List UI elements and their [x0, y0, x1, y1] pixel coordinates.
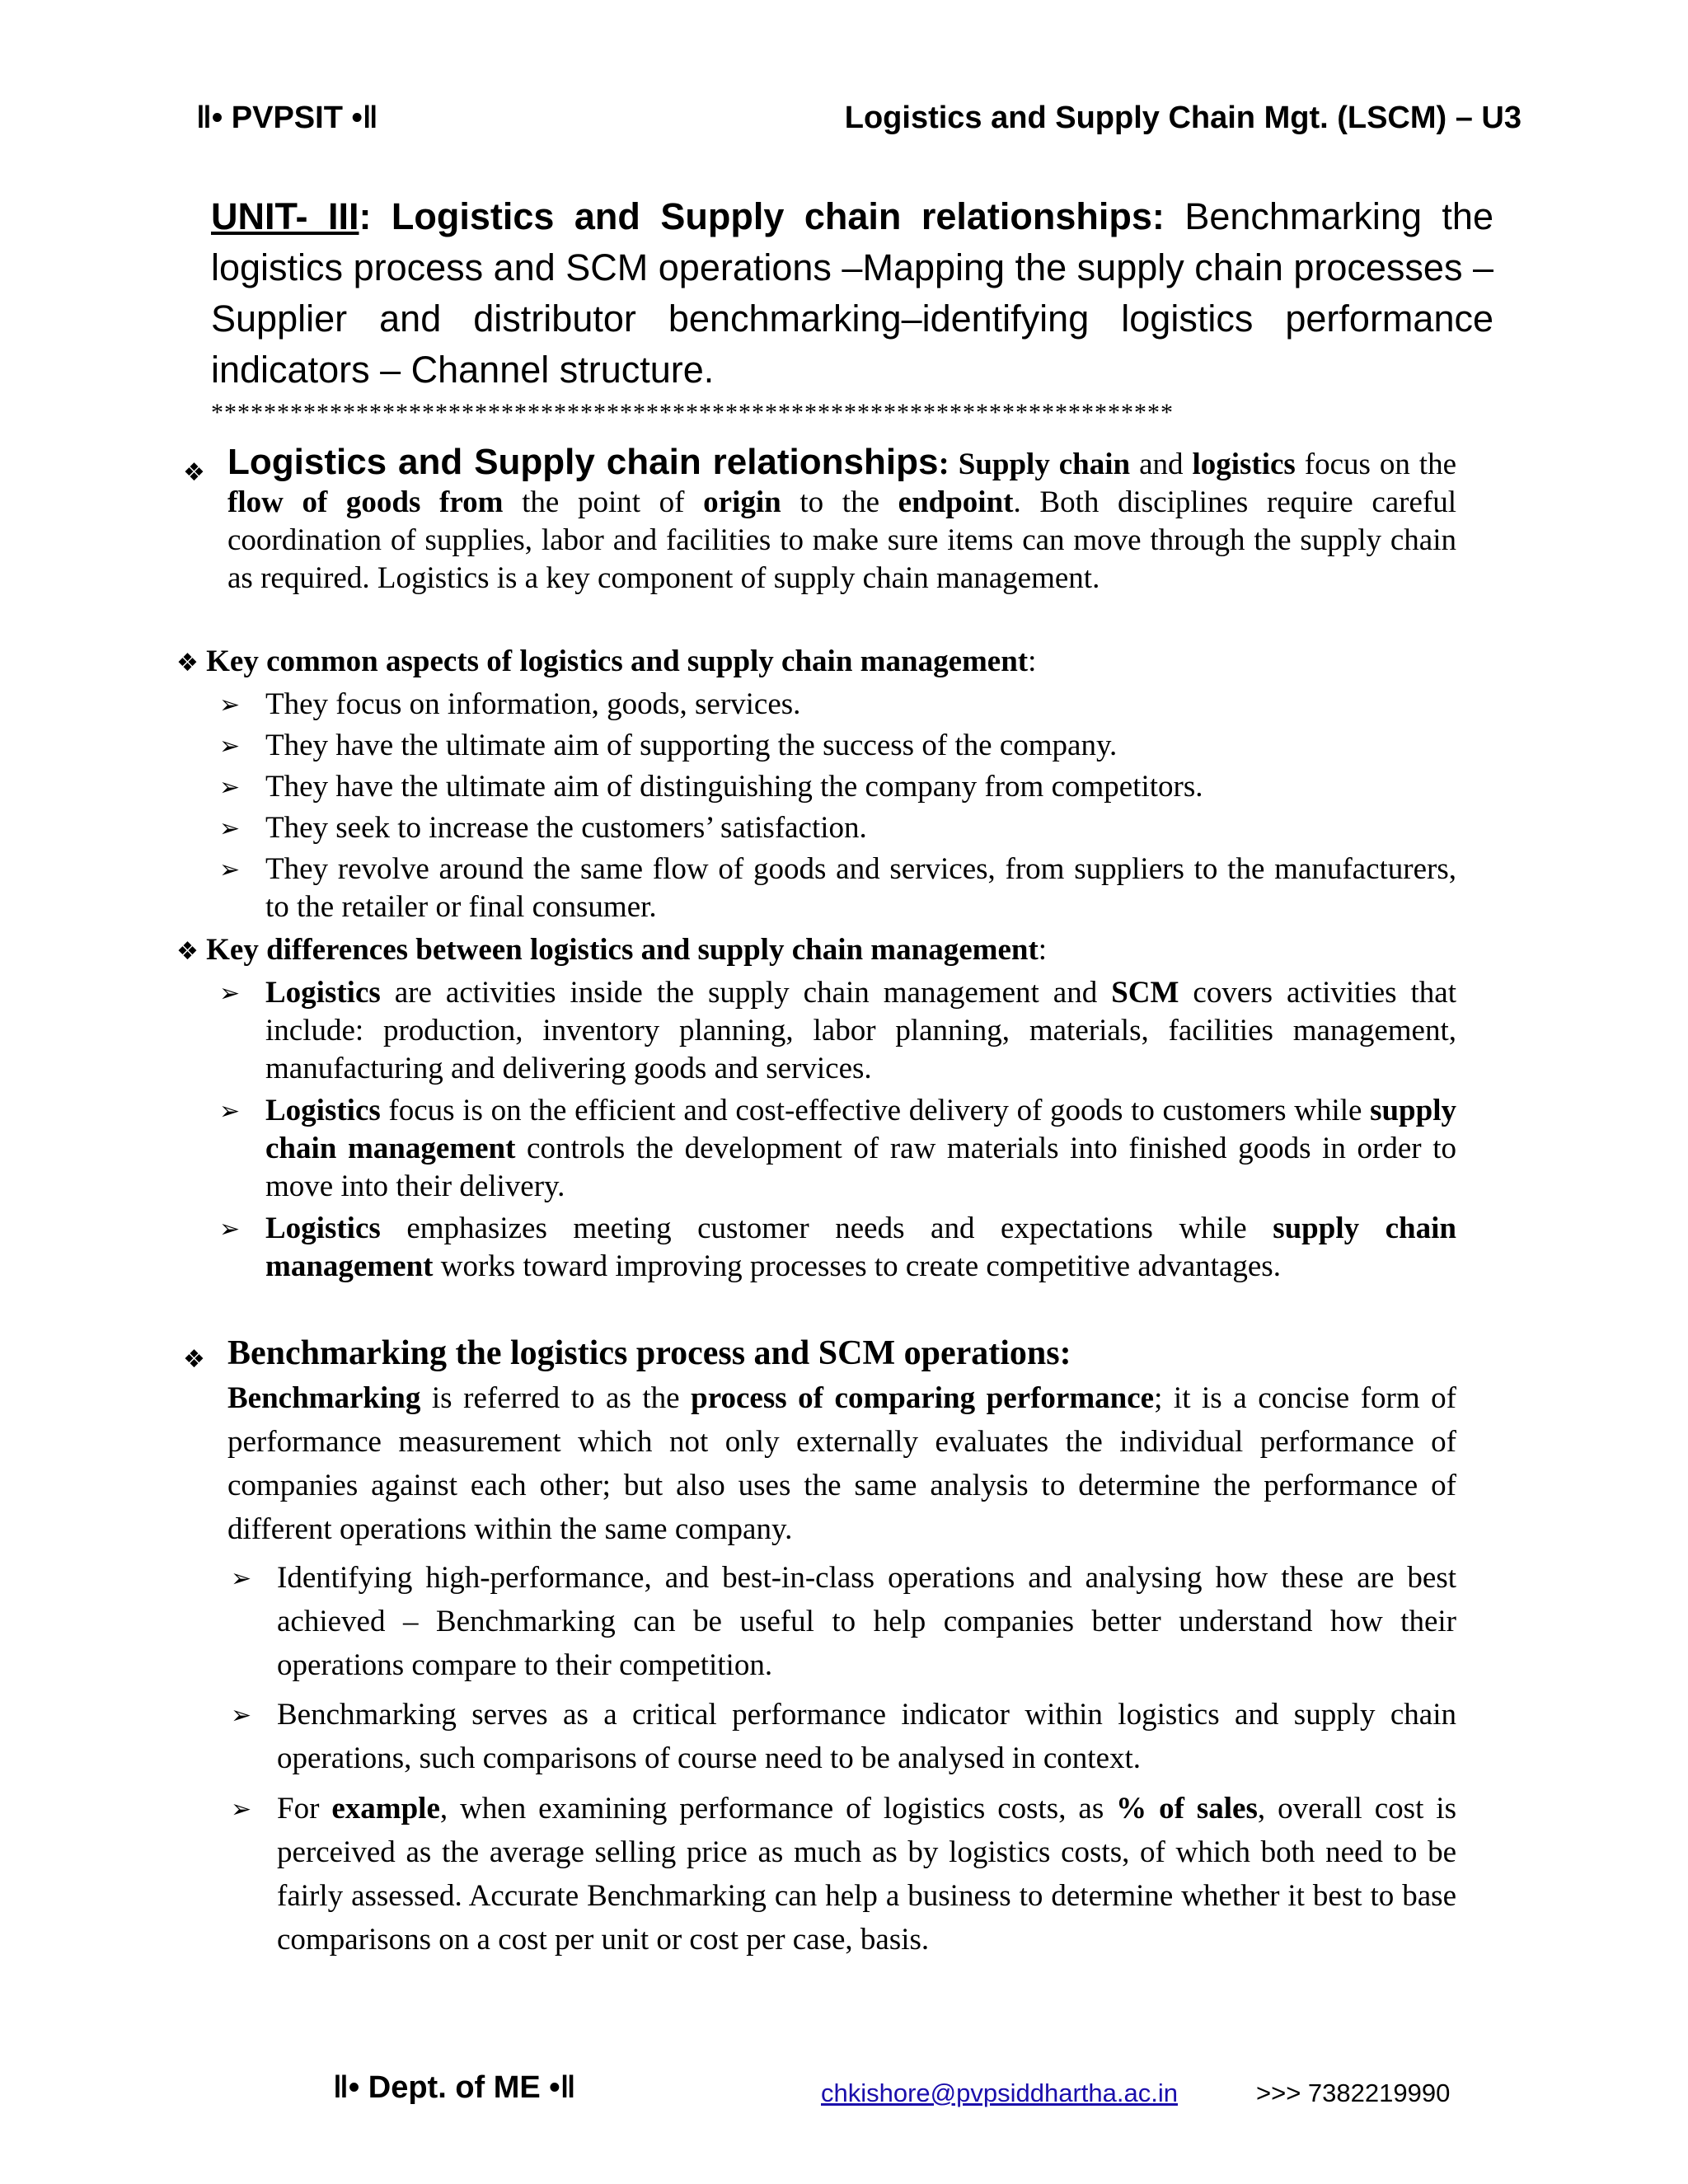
body-text: emphasizes meeting customer needs and expectations while: [380, 1212, 1273, 1245]
arrow-bullet-icon: ➢: [231, 1564, 252, 1593]
body-text: the point of: [503, 485, 704, 519]
bold-term: % of sales: [1116, 1792, 1258, 1825]
bold-term: Supply chain: [949, 448, 1131, 481]
bold-term: Benchmarking: [227, 1381, 421, 1415]
arrow-bullet-icon: ➢: [231, 1795, 252, 1824]
benchmarking-paragraph: [227, 1376, 1456, 1551]
body-text: . Both disciplines require careful coordination of supplies, labor and facilities to make sure items can move through the supply chain as required. Logistics is a key component of supply chain management.: [227, 485, 1457, 595]
list-item: [265, 1092, 1456, 1206]
unit-label: UNIT- III: [211, 195, 359, 237]
section-heading-colon: :: [938, 444, 950, 481]
section-heading: Key differences between logistics and supply chain management: [206, 933, 1039, 967]
list-item: They seek to increase the customers’ satisfaction.: [265, 811, 867, 845]
bold-term: process of comparing performance: [691, 1381, 1155, 1415]
body-text: controls the development of raw materials into finished goods in order to move into their delivery.: [265, 1132, 1456, 1203]
section-heading: Key common aspects of logistics and supply chain management: [206, 644, 1029, 678]
header-course-title: Logistics and Supply Chain Mgt. (LSCM) – U3: [844, 101, 1522, 135]
list-item: They have the ultimate aim of distinguishing the company from competitors.: [265, 770, 1203, 804]
body-text: , when examining performance of logistics costs, as: [439, 1792, 1117, 1825]
body-text: For: [277, 1792, 332, 1825]
arrow-bullet-icon: ➢: [231, 1701, 252, 1730]
bold-term: example: [331, 1792, 440, 1825]
body-text: is referred to as the: [420, 1381, 692, 1415]
arrow-bullet-icon: ➢: [219, 1097, 241, 1126]
body-text: ; it is a concise form of performance measurement which not only externally evaluates the individual performance of companies against each other; but also uses the same analysis to determine the performance of different operations within the same company.: [227, 1381, 1456, 1546]
bold-term: supply chain management: [265, 1094, 1456, 1165]
bold-term: SCM: [1111, 976, 1179, 1010]
arrow-bullet-icon: ➢: [219, 979, 241, 1008]
section-heading-colon: :: [1059, 1334, 1071, 1372]
section-differences-heading: [176, 931, 1047, 971]
diamond-bullet-icon: ❖: [183, 458, 205, 487]
arrow-bullet-icon: ➢: [219, 814, 241, 843]
section-common-aspects-heading: [176, 643, 1036, 682]
bold-term: logistics: [1192, 448, 1296, 481]
diamond-bullet-icon: ❖: [183, 1345, 205, 1374]
unit-title: Logistics and Supply chain relationships:: [371, 195, 1165, 237]
section-heading-colon: :: [1038, 933, 1048, 967]
list-item: [265, 1210, 1456, 1286]
footer-department: ‖• Dept. of ME •‖: [333, 2070, 576, 2105]
arrow-bullet-icon: ➢: [219, 1215, 241, 1244]
unit-summary: [211, 191, 1493, 396]
arrow-bullet-icon: ➢: [219, 732, 241, 761]
diamond-bullet-icon: ❖: [176, 649, 199, 677]
list-item: Identifying high-performance, and best-in-class operations and analysing how these are best achieved – Benchmarking can be useful to help companies better understand how their operations compare to their competition.: [277, 1561, 1456, 1682]
bold-term: flow of goods from: [227, 485, 504, 519]
arrow-bullet-icon: ➢: [219, 855, 241, 884]
section-logistics-relationships: [227, 443, 1456, 598]
list-item: They focus on information, goods, services.: [265, 687, 801, 721]
list-item: Benchmarking serves as a critical performance indicator within logistics and supply chain operations, such comparisons of course need to be analysed in context.: [277, 1698, 1456, 1775]
section-heading: Logistics and Supply chain relationships: [227, 442, 939, 482]
bold-term: Logistics: [265, 1094, 381, 1127]
bold-term: Logistics: [265, 1212, 381, 1245]
section-heading: Benchmarking the logistics process and SCM operations: [227, 1334, 1060, 1372]
section-heading-colon: :: [1028, 644, 1037, 678]
body-text: are activities inside the supply chain management and: [380, 976, 1112, 1010]
body-text: covers activities that include: production, inventory planning, labor planning, materials, facilities management, manufacturing and delivering goods and services.: [265, 976, 1456, 1085]
body-text: focus is on the efficient and cost-effective delivery of goods to customers while: [380, 1094, 1371, 1127]
separator-line: *************************************************************************: [211, 399, 1174, 426]
footer-email-link[interactable]: chkishore@pvpsiddhartha.ac.in: [821, 2079, 1178, 2107]
body-text: , overall cost is perceived as the average selling price as much as by logistics costs, of which both need to be fairly assessed. Accurate Benchmarking can help a business to determine whether it best to base comparisons on a cost per unit or cost per case, basis.: [277, 1792, 1456, 1957]
list-item: [265, 974, 1456, 1088]
body-text: to the: [781, 485, 898, 519]
arrow-bullet-icon: ➢: [219, 691, 241, 719]
bold-term: origin: [703, 485, 781, 519]
list-item: They revolve around the same flow of goods and services, from suppliers to the manufacturers, to the retailer or final consumer.: [265, 852, 1456, 924]
unit-colon: :: [359, 195, 372, 237]
body-text: and: [1130, 448, 1193, 481]
section-benchmarking-heading: [227, 1330, 1071, 1376]
body-text: focus on the: [1295, 448, 1456, 481]
footer-phone: >>> 7382219990: [1256, 2079, 1451, 2107]
arrow-bullet-icon: ➢: [219, 773, 241, 802]
diamond-bullet-icon: ❖: [176, 937, 199, 966]
bold-term: supply chain management: [265, 1212, 1456, 1283]
header-institute: ‖• PVPSIT •‖: [196, 101, 378, 135]
bold-term: endpoint: [898, 485, 1014, 519]
list-item: [277, 1787, 1456, 1961]
list-item: They have the ultimate aim of supporting the success of the company.: [265, 729, 1118, 762]
bold-term: Logistics: [265, 976, 381, 1010]
body-text: works toward improving processes to create competitive advantages.: [433, 1249, 1281, 1283]
unit-topics: Benchmarking the logistics process and SCM operations –Mapping the supply chain processes – Supplier and distributor benchmarking–identifying logistics performance indicators – Channel structure.: [211, 195, 1493, 391]
